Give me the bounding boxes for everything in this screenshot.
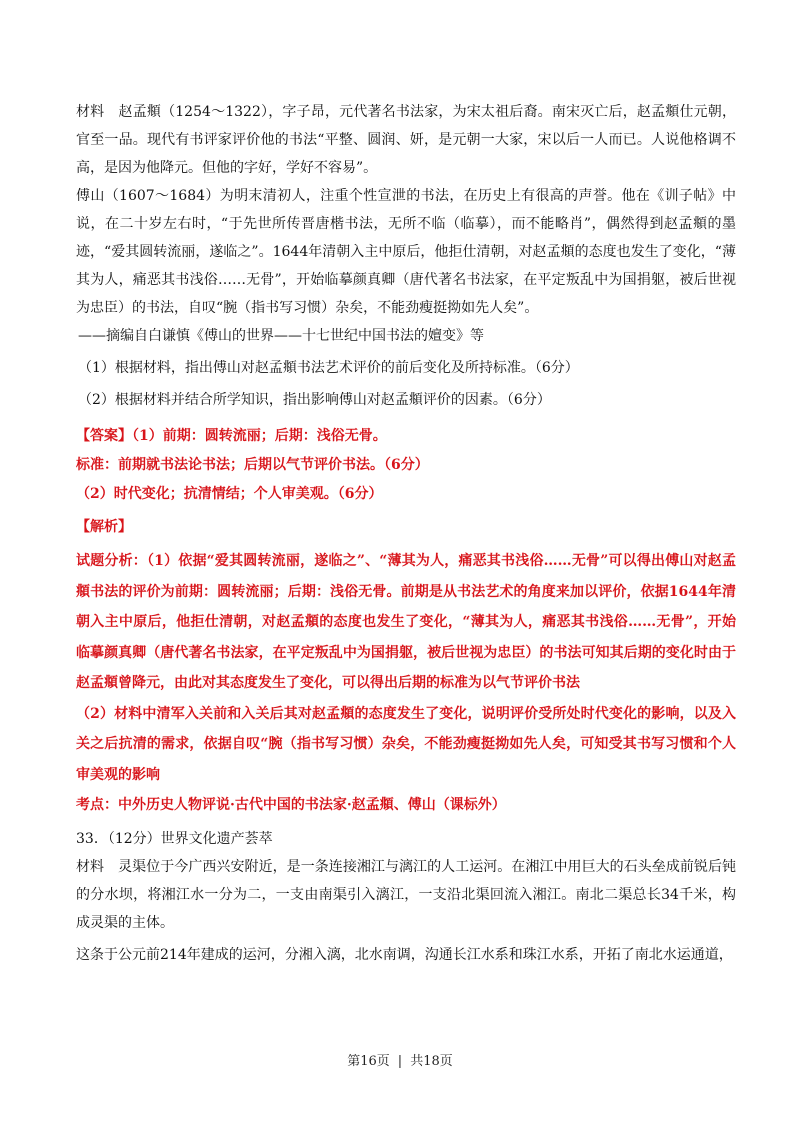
analysis-paragraph-2: （2）材料中清军入关前和入关后其对赵孟頫的态度发生了变化，说明评价受所处时代变化的影响，以及入关之后抗清的需求，依据自叹“腕（指书写习惯）杂矣，不能劲瘦挺拗如先人矣，可知受其书写习惯和个人审美观的影响 <box>76 705 736 783</box>
q32-subquestion-2: （2）根据材料并结合所学知识，指出影响傅山对赵孟頫评价的因素。（6分） <box>78 392 551 408</box>
q33-material-paragraph-1: 材料 灵渠位于今广西兴安附近，是一条连接湘江与漓江的人工运河。在湘江中用巨大的石头垒成前锐后钝的分水坝，将湘江水一分为二，一支由南渠引入漓江，一支沿北渠回流入湘江。南北二渠总长34千米，构成灵渠的主体。 <box>76 858 736 931</box>
page-footer <box>0 1050 800 1069</box>
analysis-label: 【解析】 <box>76 519 132 535</box>
q32-material-paragraph-2: 傅山（1607～1684）为明末清初人，注重个性宣泄的书法，在历史上有很高的声誉。他在《训子帖》中说，在二十岁左右时，“于先世所传晋唐楷书法，无所不临（临摹），而不能略肖”，偶然得到赵孟頫的墨迹，“爱其圆转流丽，遂临之”。1644年清朝入主中原后，他拒仕清朝，对赵孟頫的态度也发生了变化，“薄其为人，痛恶其书浅俗……无骨”，开始临摹颜真卿（唐代著名书法家，在平定叛乱中为国捐躯，被后世视为忠臣）的书法，自叹“腕（指书写习惯）杂矣，不能劲瘦挺拗如先人矣”。 <box>76 188 736 316</box>
footer-separator: | <box>397 1054 403 1069</box>
page-content <box>76 98 736 969</box>
analysis-kaodian: 考点：中外历史人物评说·古代中国的书法家·赵孟頫、傅山（课标外） <box>76 797 506 813</box>
q32-material-paragraph-1: 材料 赵孟頫（1254～1322），字子昂，元代著名书法家，为宋太祖后裔。南宋灭亡后，赵孟頫仕元朝，官至一品。现代有书评家评价他的书法“平整、圆润、妍，是元朝一大家，宋以后一人而已。人说他格调不高，是因为他降元。但他的字好，学好不容易”。 <box>76 104 736 176</box>
q33-material-paragraph-2: 这条于公元前214年建成的运河，分湘入漓，北水南调，沟通长江水系和珠江水系，开拓了南北水运通道， <box>76 946 733 963</box>
q32-subquestion-1: （1）根据材料，指出傅山对赵孟頫书法艺术评价的前后变化及所持标准。（6分） <box>78 360 579 376</box>
q32-source-citation: ——摘编自白谦慎《傅山的世界——十七世纪中国书法的嬗变》等 <box>78 328 484 344</box>
footer-total-pages: 共18页 <box>410 1054 453 1069</box>
answer-line-3: （2）时代变化；抗清情结；个人审美观。（6分） <box>76 486 383 502</box>
footer-page-number: 第16页 <box>347 1054 390 1069</box>
answer-line-1: 【答案】（1）前期：圆转流丽；后期：浅俗无骨。 <box>76 428 387 444</box>
answer-line-2: 标准：前期就书法论书法；后期以气节评价书法。（6分） <box>76 457 429 473</box>
analysis-paragraph-1: 试题分析：（1）依据“爱其圆转流丽，遂临之”、“薄其为人，痛恶其书浅俗……无骨”可以得出傅山对赵孟頫书法的评价为前期：圆转流丽；后期：浅俗无骨。前期是从书法艺术的角度来加以评价，依据1644年清朝入主中原后，他拒仕清朝，对赵孟頫的态度也发生了变化，“薄其为人，痛恶其书浅俗……无骨”，开始临摹颜真卿（唐代著名书法家，在平定叛乱中为国捐躯，被后世视为忠臣）的书法可知其后期的变化时由于赵孟頫曾降元，由此对其态度发生了变化，可以得出后期的标准为以气节评价书法 <box>76 553 736 691</box>
q33-title: 33．（12分）世界文化遗产荟萃 <box>76 830 273 847</box>
